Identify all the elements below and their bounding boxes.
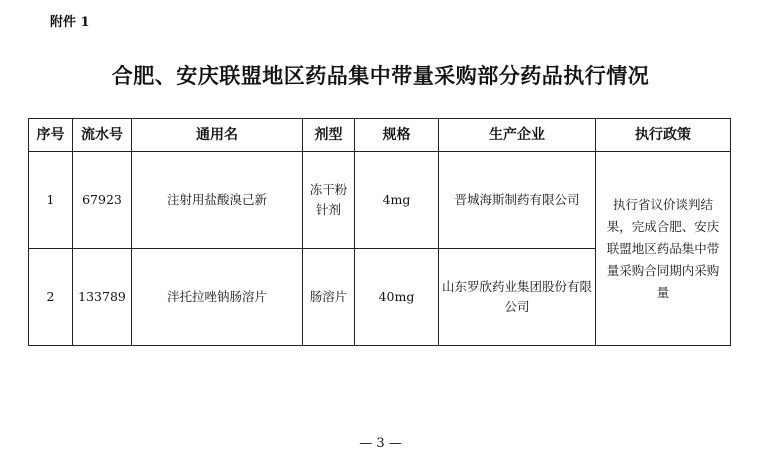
cell-dosage-form: 冻干粉针剂: [303, 152, 355, 249]
header-manufacturer: 生产企业: [439, 119, 596, 152]
header-dosage-form: 剂型: [303, 119, 355, 152]
cell-serial: 67923: [73, 152, 132, 249]
cell-manufacturer: 山东罗欣药业集团股份有限公司: [439, 249, 596, 346]
drug-table: [28, 118, 731, 346]
table-header-row: [29, 119, 731, 152]
header-generic-name: 通用名: [132, 119, 303, 152]
cell-serial: 133789: [73, 249, 132, 346]
cell-spec: 4mg: [355, 152, 439, 249]
page-number: — 3 —: [359, 436, 402, 451]
cell-seq: 2: [29, 249, 73, 346]
header-seq: 序号: [29, 119, 73, 152]
cell-spec: 40mg: [355, 249, 439, 346]
document-title: 合肥、安庆联盟地区药品集中带量采购部分药品执行情况: [111, 63, 650, 88]
cell-manufacturer: 晋城海斯制药有限公司: [439, 152, 596, 249]
cell-dosage-form: 肠溶片: [303, 249, 355, 346]
cell-generic-name: 泮托拉唑钠肠溶片: [132, 249, 303, 346]
header-policy: 执行政策: [596, 119, 731, 152]
table-row: [29, 152, 731, 249]
cell-policy: 执行省议价谈判结果，完成合肥、安庆联盟地区药品集中带量采购合同期内采购量: [596, 152, 731, 346]
header-spec: 规格: [355, 119, 439, 152]
cell-generic-name: 注射用盐酸溴己新: [132, 152, 303, 249]
cell-seq: 1: [29, 152, 73, 249]
header-serial: 流水号: [73, 119, 132, 152]
attachment-label: 附件 1: [50, 15, 90, 30]
